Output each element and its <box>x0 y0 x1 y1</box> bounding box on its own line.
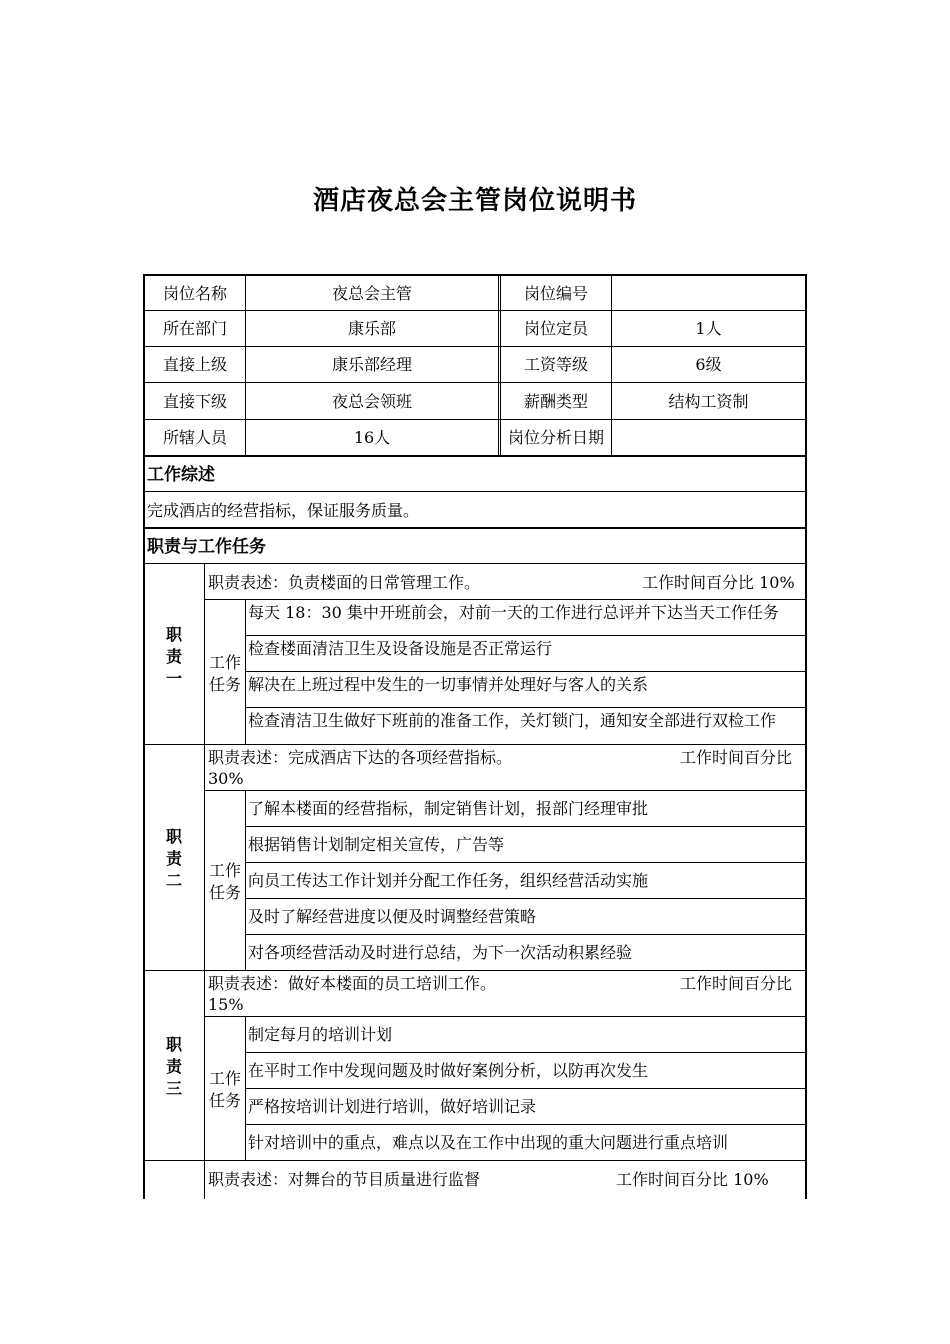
duty-2-task-1: 了解本楼面的经营指标，制定销售计划，报部门经理审批 <box>248 799 649 818</box>
grid-line <box>205 1016 806 1017</box>
duty-2-name <box>164 826 184 892</box>
duty-2-task-4: 及时了解经营进度以便及时调整经营策略 <box>248 907 537 926</box>
grid-line <box>144 970 806 971</box>
grid-line <box>246 635 806 636</box>
duty-2-name-char: 二 <box>165 871 182 890</box>
grid-line <box>246 1052 806 1053</box>
duty-3-task-label <box>209 1068 245 1112</box>
label-direct-superior: 直接上级 <box>162 355 227 374</box>
grid-line <box>246 1124 806 1125</box>
grid-line <box>144 346 806 347</box>
duty-1-name-char: 一 <box>165 669 182 688</box>
duty-3-task-3: 严格按培训计划进行培训，做好培训记录 <box>248 1097 537 1116</box>
duty-4-time-share: 工作时间百分比 10% <box>616 1170 769 1189</box>
label-analysis-date: 岗位分析日期 <box>507 428 604 447</box>
grid-line <box>245 790 246 970</box>
duty-3-name-char: 三 <box>165 1079 182 1098</box>
label-department: 所在部门 <box>162 319 227 338</box>
task-label-line: 任务 <box>209 675 242 694</box>
label-pay-type: 薪酬类型 <box>523 392 588 411</box>
value-headcount: 1人 <box>695 319 722 338</box>
grid-line <box>246 898 806 899</box>
duty-2-time-share-value: 30% <box>208 769 244 788</box>
duty-1-name-char: 职 <box>165 625 182 644</box>
duty-2-name-char: 责 <box>165 849 182 868</box>
duty-1-time-share: 工作时间百分比 10% <box>642 573 795 592</box>
duty-2-task-3: 向员工传达工作计划并分配工作任务，组织经营活动实施 <box>248 871 649 890</box>
label-position-number: 岗位编号 <box>523 284 588 303</box>
value-salary-grade: 6级 <box>695 355 722 374</box>
duty-3-task-2: 在平时工作中发现问题及时做好案例分析，以防再次发生 <box>248 1061 649 1080</box>
grid-line <box>144 744 806 745</box>
grid-line <box>144 527 806 529</box>
grid-line <box>205 790 806 791</box>
duties-heading: 职责与工作任务 <box>147 537 266 557</box>
duty-1-task-3: 解决在上班过程中发生的一切事情并处理好与客人的关系 <box>248 675 649 694</box>
grid-line <box>204 563 205 1199</box>
grid-line <box>144 382 806 383</box>
label-position-name: 岗位名称 <box>162 284 227 303</box>
grid-line <box>246 707 806 708</box>
grid-line <box>144 455 806 457</box>
duty-3-name-char: 职 <box>165 1035 182 1054</box>
task-label-line: 任务 <box>209 1091 242 1110</box>
duty-1-description: 职责表述：负责楼面的日常管理工作。 <box>208 573 481 592</box>
grid-line <box>144 491 806 492</box>
grid-line <box>144 419 806 420</box>
task-label-line: 工作 <box>209 1069 242 1088</box>
grid-line <box>246 862 806 863</box>
duty-3-description: 职责表述：做好本楼面的员工培训工作。 <box>208 974 497 993</box>
duty-1-task-4: 检查清洁卫生做好下班前的准备工作，关灯锁门，通知安全部进行双检工作 <box>248 711 777 730</box>
grid-line <box>144 1160 806 1161</box>
value-pay-type: 结构工资制 <box>668 392 749 411</box>
duty-4-description: 职责表述：对舞台的节目质量进行监督 <box>208 1170 481 1189</box>
grid-line <box>144 310 806 311</box>
duty-2-task-label <box>209 860 245 904</box>
duty-2-task-2: 根据销售计划制定相关宣传，广告等 <box>248 835 505 854</box>
duty-3-time-share-label: 工作时间百分比 <box>680 974 793 993</box>
duty-2-description: 职责表述：完成酒店下达的各项经营指标。 <box>208 748 513 767</box>
task-label-line: 工作 <box>209 653 242 672</box>
summary-heading: 工作综述 <box>147 465 215 485</box>
grid-line <box>246 934 806 935</box>
duty-1-task-1: 每天 18：30 集中开班前会，对前一天的工作进行总评并下达当天工作任务 <box>248 603 779 622</box>
value-direct-superior: 康乐部经理 <box>331 355 412 374</box>
duty-1-name-char: 责 <box>165 647 182 666</box>
label-direct-subordinate: 直接下级 <box>162 392 227 411</box>
duty-3-task-1: 制定每月的培训计划 <box>248 1025 393 1044</box>
summary-text: 完成酒店的经营指标，保证服务质量。 <box>147 501 420 520</box>
duty-3-name-char: 责 <box>165 1057 182 1076</box>
duty-3-task-4: 针对培训中的重点，难点以及在工作中出现的重大问题进行重点培训 <box>248 1133 729 1152</box>
grid-line <box>246 1088 806 1089</box>
duty-3-name <box>164 1034 184 1100</box>
duty-1-name <box>164 624 184 690</box>
value-position-name: 夜总会主管 <box>331 284 412 303</box>
duty-2-name-char: 职 <box>165 827 182 846</box>
duty-1-task-label <box>209 652 245 696</box>
page-title: 酒店夜总会主管岗位说明书 <box>312 186 637 216</box>
duty-2-task-5: 对各项经营活动及时进行总结，为下一次活动积累经验 <box>248 943 633 962</box>
duty-2-time-share-label: 工作时间百分比 <box>680 748 793 767</box>
grid-line <box>246 826 806 827</box>
label-headcount: 岗位定员 <box>523 319 588 338</box>
grid-line <box>205 599 806 600</box>
value-direct-subordinate: 夜总会领班 <box>331 392 412 411</box>
grid-line <box>246 671 806 672</box>
duty-1-task-2: 检查楼面清洁卫生及设备设施是否正常运行 <box>248 639 553 658</box>
value-department: 康乐部 <box>347 319 396 338</box>
value-staff-count: 16人 <box>353 428 391 447</box>
grid-line <box>144 563 806 564</box>
task-label-line: 任务 <box>209 883 242 902</box>
label-staff-count: 所辖人员 <box>162 428 227 447</box>
duty-3-time-share-value: 15% <box>208 995 244 1014</box>
label-salary-grade: 工资等级 <box>523 355 588 374</box>
task-label-line: 工作 <box>209 861 242 880</box>
grid-line <box>498 276 499 455</box>
